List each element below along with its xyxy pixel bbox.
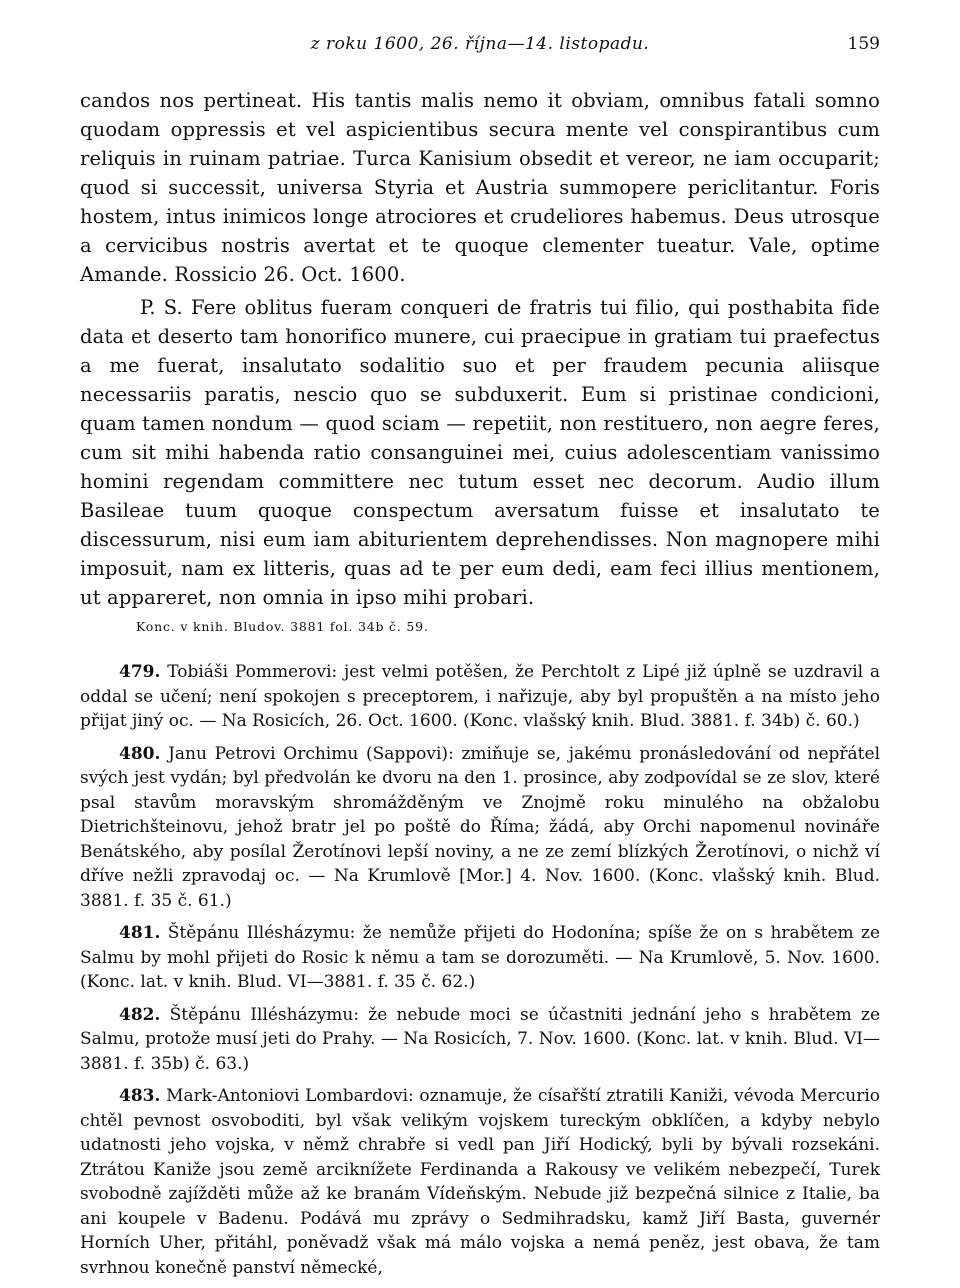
running-title: z roku 1600, 26. října—14. listopadu.: [310, 34, 650, 54]
page-header: [80, 34, 880, 60]
entry-483: [80, 1084, 880, 1280]
page-number: 159: [847, 34, 880, 54]
entry-number: 480.: [119, 743, 161, 764]
source-note: Konc. v knih. Bludov. 3881 fol. 34b č. 59.: [136, 619, 429, 634]
entry-text: Janu Petrovi Orchimu (Sappovi): zmiňuje se, jakému pronásledování od nepřátel svých jest vydán; byl předvolán ke dvoru na den 1. prosince, aby zodpovídal se ze slov, které psal stavům moravským shromážděným ve Znojmě roku minulého na obžalobu Dietrichšteinovu, jehož bratr jel po poště do Říma; žádá, aby Orchi napomenul novináře Benátského, aby posílal Žerotínovi lepší noviny, a ne ze zemí blízkých Žerotínovi, o nichž ví dříve nežli zpravodaj oc. — Na Krumlově [Mor.] 4. Nov. 1600. (Konc. vlašský knih. Blud. 3881. f. 35 č. 61.): [80, 743, 881, 911]
entry-number: 483.: [119, 1086, 161, 1106]
entry-text: Štěpánu Illésházymu: že nemůže přijeti do Hodonína; spíše že on s hrabětem ze Salmu by mohl přijeti do Rosic k němu a tam se dorozuměti. — Na Krumlově, 5. Nov. 1600. (Konc. lat. v knih. Blud. VI—3881. f. 35 č. 62.): [80, 923, 881, 992]
entry-480: [80, 742, 880, 914]
latin-letter: [80, 86, 880, 612]
entry-number: 481.: [119, 923, 161, 943]
entry-text: Tobiáši Pommerovi: jest velmi potěšen, že Perchtolt z Lipé již úplně se uzdravil a oddal se učení; není spokojen s preceptorem, i nařizuje, aby byl propuštěn a na místo jeho přijat jiný oc. — Na Rosicích, 26. Oct. 1600. (Konc. vlašský knih. Blud. 3881. f. 34b) č. 60.): [80, 662, 880, 731]
postscript-paragraph: P. S. Fere oblitus fueram conqueri de fratris tui filio, qui posthabita fide data et deserto tam honorifico munere, cui praecipue in gratiam tui praefectus a me fuerat, insalutato sodalitio suo et per fraudem pecunia aliisque necessariis paratis, nescio quo se subduxerit. Eum si pristinae condicioni, quam tamen nondum — quod sciam — repetiit, non restituero, non aegre feres, cum sit mihi habenda ratio consanguinei mei, cuius adolescentiam vanissimo homini regendam committere nec tutum esset nec decorum. Audio illum Basileae tuum quoque conspectum aversatum fuisse et insalutato te discessurum, nisi eum iam abiturientem deprehendisses. Non magnopere mihi imposuit, nam ex litteris, quas ad te per eum dedi, eam feci illius mentionem, ut appareret, non omnia in ipso mihi probari.: [80, 296, 880, 609]
entry-481: [80, 921, 880, 995]
entry-text: Mark-Antoniovi Lombardovi: oznamuje, že císařští ztratili Kaniži, vévoda Mercurio chtěl pevnost osvoboditi, byl však velikým vojskem tureckým obklíčen, a kdyby nebylo udatnosti jeho vojska, v němž chrabře si vedl pan Jiří Hodický, byli by bývali rozsekáni. Ztrátou Kaniže jsou země arciknížete Ferdinanda a Rakousy ve velikém nebezpečí, Turek svobodně zajížděti může až ke branám Vídeňským. Nebude již bezpečná silnice z Italie, ba ani koupele v Badenu. Podává mu zprávy o Sedmihradsku, kamž Jiří Basta, guvernér Horních Uher, přitáhl, poněvadž však má málo vojska a nemá peněz, jest obava, že tam svrhnou konečně panství německé,: [80, 1086, 881, 1278]
entry-number: 479.: [119, 662, 161, 682]
entry-482: [80, 1003, 880, 1077]
page-body: [80, 86, 880, 1288]
entry-text: Štěpánu Illésházymu: že nebude moci se účastniti jednání jeho s hrabětem ze Salmu, protože musí jeti do Prahy. — Na Rosicích, 7. Nov. 1600. (Konc. lat. v knih. Blud. VI—3881. f. 35b) č. 63.): [80, 1004, 881, 1074]
entry-479: [80, 660, 880, 734]
latin-paragraph: candos nos pertineat. His tantis malis nemo it obviam, omnibus fatali somno quodam oppressis et vel aspicientibus secura mente vel conspirantibus cum reliquis in ruinam patriae. Turca Kanisium obsedit et vereor, ne iam occuparit; quod si successit, universa Styria et Austria summopere periclitantur. Foris hostem, intus inimicos longe atrociores et crudeliores habemus. Deus utrosque a cervicibus nostris avertat et te quoque clementer tueatur. Vale, optime Amande. Rossicio 26. Oct. 1600.: [80, 89, 880, 286]
entry-number: 482.: [119, 1004, 161, 1025]
